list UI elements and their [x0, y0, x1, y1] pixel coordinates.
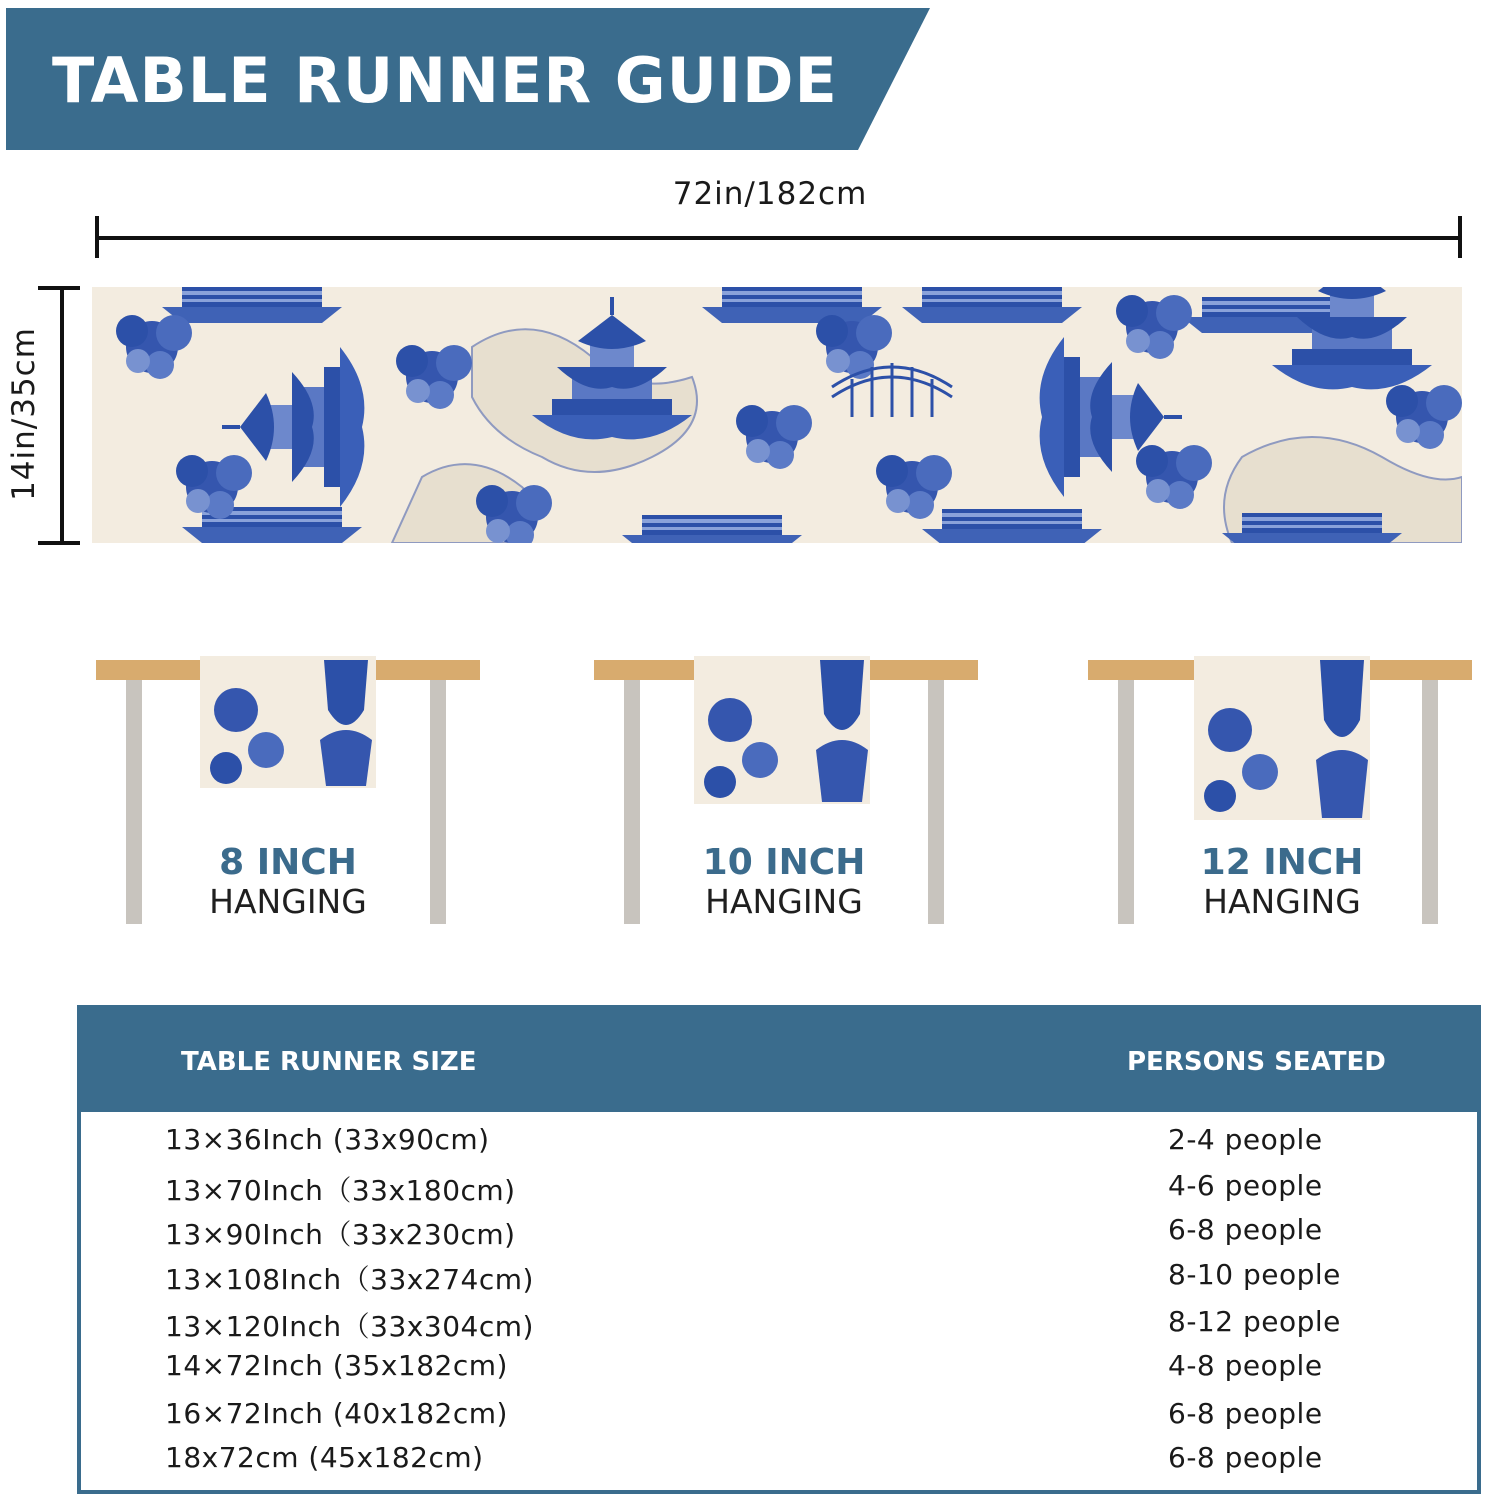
hanging-label-8-inch: HANGING — [209, 882, 367, 921]
row-size: 13×70Inch（33x180cm) — [165, 1174, 516, 1207]
row-size: 13×120Inch（33x304cm) — [165, 1310, 534, 1343]
row-size: 13×108Inch（33x274cm) — [165, 1263, 534, 1296]
row-persons: 6-8 people — [1168, 1397, 1323, 1430]
row-persons: 8-10 people — [1168, 1258, 1341, 1291]
row-persons: 8-12 people — [1168, 1305, 1341, 1338]
header-table-runner-size: TABLE RUNNER SIZE — [181, 1047, 477, 1077]
width-dimension-cap-left — [95, 216, 99, 258]
row-size: 18x72cm (45x182cm) — [165, 1441, 484, 1474]
table-runner-image — [92, 287, 1462, 543]
row-persons: 2-4 people — [1168, 1123, 1323, 1156]
width-dimension-line — [96, 236, 1462, 240]
table-row — [81, 1258, 1477, 1298]
row-persons: 4-6 people — [1168, 1169, 1323, 1202]
table-row — [81, 1213, 1477, 1253]
width-dimension-cap-right — [1458, 216, 1462, 258]
row-size: 13×36Inch (33x90cm) — [165, 1123, 490, 1156]
table-row — [81, 1397, 1477, 1437]
height-dimension-line — [60, 287, 64, 545]
hanging-size-12-inch: 12 INCH — [1200, 842, 1364, 883]
hanging-size-8-inch: 8 INCH — [219, 842, 357, 883]
row-size: 16×72Inch (40x182cm) — [165, 1397, 508, 1430]
row-persons: 6-8 people — [1168, 1213, 1323, 1246]
hanging-label-12-inch: HANGING — [1203, 882, 1361, 921]
hanging-label-10-inch: HANGING — [705, 882, 863, 921]
height-dimension-cap-bottom — [38, 541, 80, 545]
height-dimension-label: 14in/35cm — [6, 327, 42, 501]
row-persons: 4-8 people — [1168, 1349, 1323, 1382]
table-row — [81, 1123, 1477, 1163]
row-size: 13×90Inch（33x230cm) — [165, 1218, 516, 1251]
table-row — [81, 1169, 1477, 1209]
table-row — [81, 1349, 1477, 1389]
table-header — [81, 1009, 1477, 1112]
table-row — [81, 1441, 1477, 1481]
height-dimension-cap-top — [38, 286, 80, 290]
page-title: TABLE RUNNER GUIDE — [52, 44, 838, 117]
size-chart-table — [77, 1005, 1481, 1494]
hanging-size-10-inch: 10 INCH — [702, 842, 866, 883]
row-size: 14×72Inch (35x182cm) — [165, 1349, 508, 1382]
row-persons: 6-8 people — [1168, 1441, 1323, 1474]
table-row — [81, 1305, 1477, 1345]
width-dimension-label: 72in/182cm — [672, 176, 868, 212]
header-persons-seated: PERSONS SEATED — [1127, 1047, 1386, 1077]
